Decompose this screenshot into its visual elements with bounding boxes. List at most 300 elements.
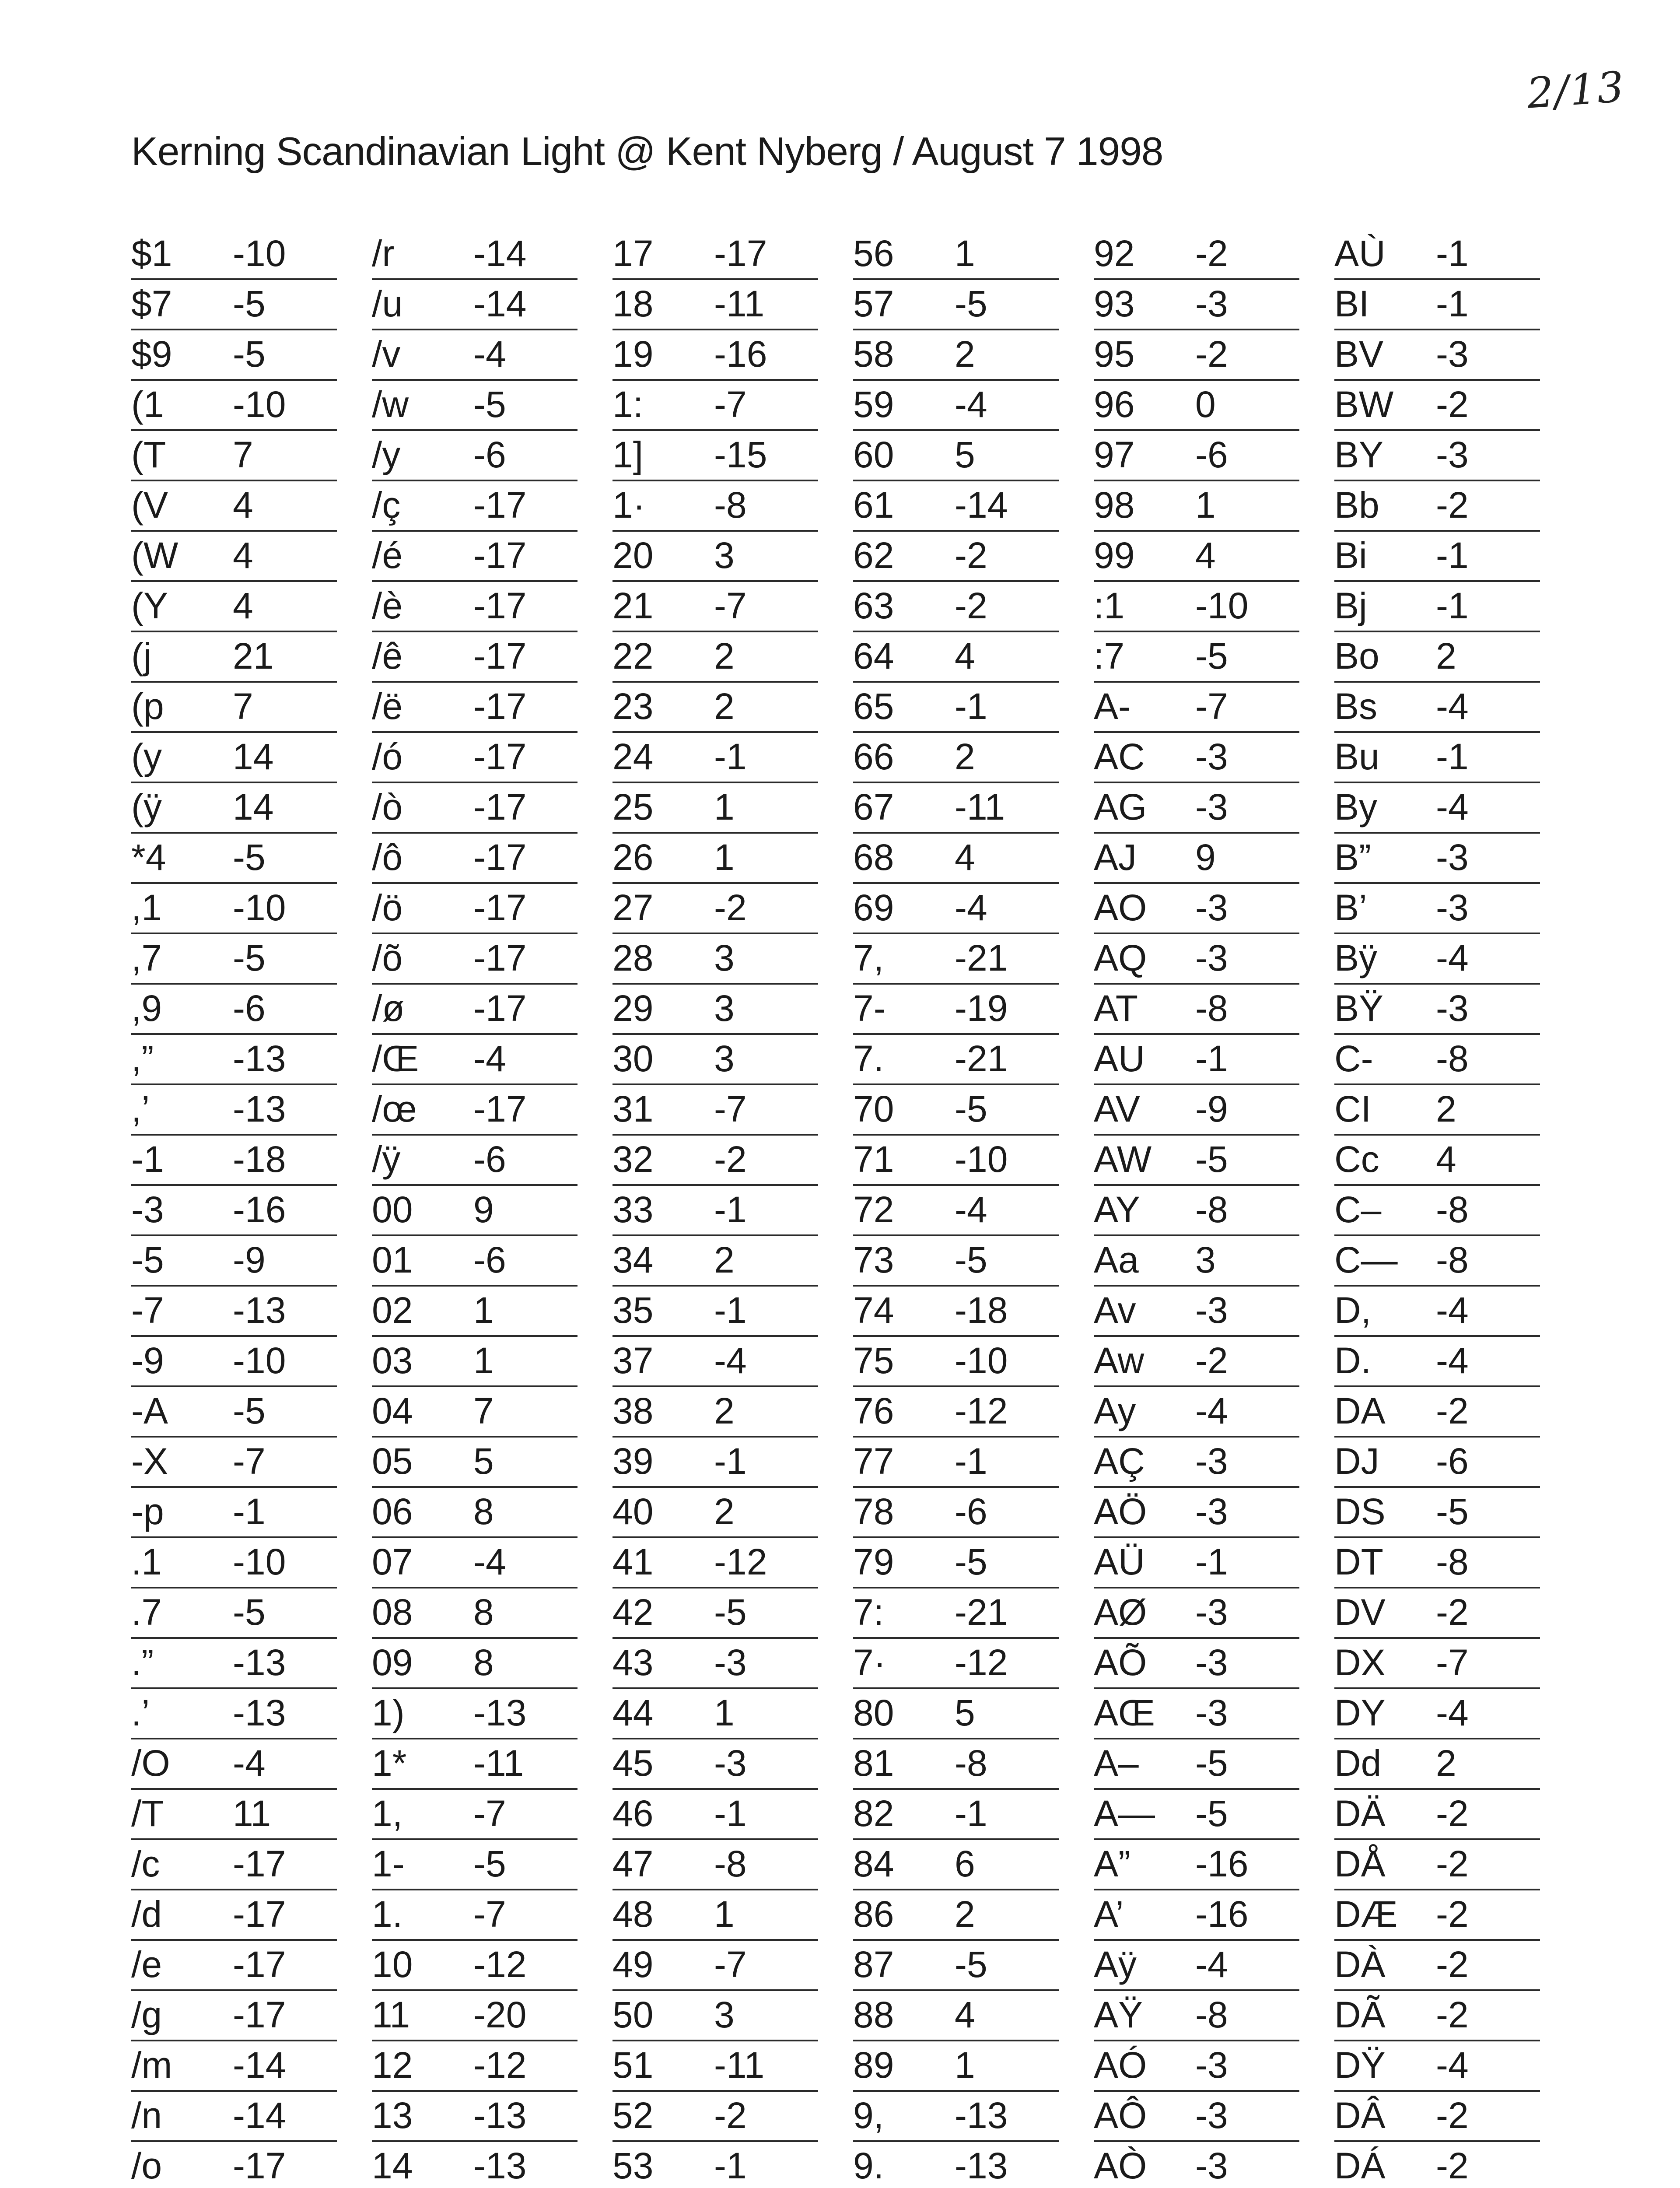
kerning-pair: (1 [131,384,164,425]
kerning-value: -13 [955,2095,1008,2136]
kerning-pair: 86 [853,1893,894,1935]
kerning-value: -3 [1195,937,1228,978]
kerning-value: -3 [1195,2145,1228,2186]
kerning-row [612,1488,818,1538]
kerning-pair: 26 [612,837,654,878]
kerning-value: -4 [1436,937,1469,978]
kerning-value: -7 [473,1793,506,1834]
kerning-row [1334,1790,1540,1840]
kerning-value: -1 [714,736,747,777]
kerning-value: -12 [473,1944,527,1985]
kerning-pair: 1* [372,1743,407,1784]
kerning-pair: -A [131,1390,168,1431]
kerning-row [853,1236,1059,1287]
kerning-value: -4 [1436,2044,1469,2086]
kerning-value: 8 [473,1592,494,1633]
kerning-row [1334,2092,1540,2142]
kerning-pair: 78 [853,1491,894,1532]
kerning-value: -5 [955,1541,987,1582]
kerning-row [372,1287,578,1337]
kerning-value: -17 [473,736,527,777]
kerning-value: -20 [473,1994,527,2035]
kerning-value: 8 [473,1491,494,1532]
kerning-value: 4 [233,585,253,626]
kerning-pair: Bs [1334,686,1378,727]
kerning-pair: C— [1334,1239,1398,1280]
kerning-pair: 79 [853,1541,894,1582]
kerning-value: -3 [1195,786,1228,828]
kerning-value: -10 [233,1340,286,1381]
kerning-row [372,683,578,733]
kerning-row [372,1790,578,1840]
kerning-pair: 96 [1094,384,1135,425]
kerning-pair: 61 [853,484,894,526]
kerning-pair: /Œ [372,1038,419,1079]
kerning-row [853,230,1059,280]
kerning-value: -8 [1436,1189,1469,1230]
kerning-pair: AŒ [1094,1692,1155,1733]
kerning-row [853,1941,1059,1991]
kerning-value: -5 [955,1944,987,1985]
kerning-row [612,1035,818,1085]
kerning-pair: 1] [612,434,644,475]
kerning-pair: $9 [131,333,172,375]
kerning-row [372,1890,578,1941]
kerning-pair: 69 [853,887,894,928]
kerning-row [853,1035,1059,1085]
kerning-pair: 9, [853,2095,884,2136]
kerning-value: -3 [1195,2044,1228,2086]
kerning-pair: 29 [612,988,654,1029]
kerning-row [1094,280,1299,330]
kerning-row [131,582,337,632]
kerning-row [612,1538,818,1588]
kerning-value: -2 [1436,1793,1469,1834]
kerning-value: -8 [1195,1994,1228,2035]
kerning-row [853,431,1059,481]
kerning-value: -21 [955,1038,1008,1079]
kerning-pair: 7. [853,1038,884,1079]
kerning-row [853,532,1059,582]
kerning-pair: 22 [612,635,654,677]
kerning-row [1334,2142,1540,2188]
kerning-value: -19 [955,988,1008,1029]
kerning-pair: /e [131,1944,162,1985]
kerning-value: -1 [714,1441,747,1482]
kerning-value: 2 [714,635,735,677]
kerning-pair: AÔ [1094,2095,1147,2136]
kerning-row [1334,1085,1540,1136]
kerning-pair: 28 [612,937,654,978]
kerning-row [131,1790,337,1840]
kerning-pair: 00 [372,1189,413,1230]
kerning-value: -14 [233,2095,286,2136]
kerning-value: -2 [1436,384,1469,425]
kerning-pair: /è [372,585,403,626]
kerning-row [612,431,818,481]
kerning-row [853,632,1059,683]
kerning-row [853,280,1059,330]
kerning-pair: 7· [853,1642,886,1683]
kerning-row [131,834,337,884]
kerning-value: -1 [1195,1038,1228,1079]
kerning-value: 9 [1195,837,1216,878]
kerning-row [372,1991,578,2041]
kerning-pair: (j [131,635,152,677]
kerning-value: -1 [1436,283,1469,324]
kerning-value: -14 [473,233,527,274]
kerning-pair: /n [131,2095,162,2136]
kerning-pair: AV [1094,1088,1140,1129]
kerning-pair: -9 [131,1340,164,1381]
kerning-value: -3 [1195,1692,1228,1733]
kerning-pair: ,’ [131,1088,150,1129]
kerning-row [372,1588,578,1639]
kerning-pair: $7 [131,283,172,324]
kerning-pair: 41 [612,1541,654,1582]
kerning-value: 1 [1195,484,1216,526]
kerning-pair: 19 [612,333,654,375]
kerning-pair: .’ [131,1692,150,1733]
kerning-row [372,884,578,934]
kerning-pair: Bb [1334,484,1379,526]
kerning-pair: 57 [853,283,894,324]
kerning-row [853,481,1059,532]
kerning-pair: DA [1334,1390,1386,1431]
kerning-row [1094,1337,1299,1387]
kerning-value: -3 [714,1743,747,1784]
kerning-pair: 75 [853,1340,894,1381]
kerning-row [1094,834,1299,884]
kerning-row [612,934,818,985]
kerning-value: -17 [233,1944,286,1985]
kerning-pair: $1 [131,233,172,274]
kerning-pair: BW [1334,384,1394,425]
kerning-value: 5 [473,1441,494,1482]
kerning-pair: BI [1334,283,1369,324]
kerning-pair: AC [1094,736,1145,777]
kerning-row [1334,1991,1540,2041]
kerning-column-3 [612,230,853,2188]
kerning-row [372,834,578,884]
kerning-row [131,1941,337,1991]
kerning-value: -13 [233,1642,286,1683]
kerning-value: -12 [714,1541,767,1582]
kerning-row [372,1035,578,1085]
kerning-row [131,1387,337,1438]
kerning-row [131,2142,337,2188]
kerning-value: -4 [1195,1944,1228,1985]
kerning-row [1334,1236,1540,1287]
kerning-value: -17 [714,233,767,274]
kerning-value: 8 [473,1642,494,1683]
kerning-row [1094,2092,1299,2142]
kerning-value: -2 [955,535,987,576]
kerning-pair: AØ [1094,1592,1147,1633]
kerning-value: 1 [473,1340,494,1381]
kerning-row [372,1186,578,1236]
kerning-value: -6 [473,1239,506,1280]
kerning-pair: 47 [612,1843,654,1884]
kerning-row [1334,1890,1540,1941]
kerning-value: -8 [1436,1541,1469,1582]
kerning-value: -5 [473,384,506,425]
kerning-value: 2 [714,1491,735,1532]
kerning-pair: (W [131,535,178,576]
kerning-value: -3 [1195,1290,1228,1331]
kerning-value: -2 [1436,1592,1469,1633]
kerning-row [612,783,818,834]
kerning-row [372,733,578,783]
kerning-pair: 43 [612,1642,654,1683]
kerning-pair: ,7 [131,937,162,978]
kerning-row [612,1639,818,1689]
kerning-value: -17 [233,2145,286,2186]
kerning-pair: 71 [853,1139,894,1180]
kerning-value: -5 [1195,1139,1228,1180]
kerning-pair: /T [131,1793,164,1834]
kerning-value: -16 [1195,1893,1249,1935]
kerning-row [612,1588,818,1639]
kerning-pair: Dd [1334,1743,1382,1784]
kerning-value: -7 [473,1893,506,1935]
kerning-row [853,1790,1059,1840]
kerning-row [372,1438,578,1488]
kerning-row [1094,330,1299,381]
kerning-value: -2 [714,1139,747,1180]
kerning-row [1334,783,1540,834]
kerning-row [853,1991,1059,2041]
kerning-value: 3 [714,988,735,1029]
kerning-row [131,733,337,783]
kerning-pair: 14 [372,2145,413,2186]
kerning-row [1334,1035,1540,1085]
kerning-value: -14 [233,2044,286,2086]
kerning-value: -2 [1195,1340,1228,1381]
kerning-pair: A— [1094,1793,1155,1834]
kerning-row [612,1991,818,2041]
kerning-pair: 38 [612,1390,654,1431]
kerning-value: -6 [1195,434,1228,475]
kerning-pair: DÃ [1334,1994,1386,2035]
kerning-value: -8 [1436,1239,1469,1280]
kerning-pair: 70 [853,1088,894,1129]
kerning-value: -17 [233,1843,286,1884]
kerning-row [1094,632,1299,683]
kerning-pair: A’ [1094,1893,1124,1935]
kerning-pair: /œ [372,1088,417,1129]
kerning-row [612,1941,818,1991]
kerning-column-4 [853,230,1094,2188]
kerning-row [612,1236,818,1287]
kerning-row [1094,783,1299,834]
kerning-pair: 87 [853,1944,894,1985]
kerning-row [372,1136,578,1186]
kerning-value: -17 [473,635,527,677]
kerning-value: -5 [233,1592,266,1633]
kerning-row [1094,1085,1299,1136]
kerning-value: -17 [473,937,527,978]
kerning-pair: 82 [853,1793,894,1834]
kerning-value: 21 [233,635,274,677]
kerning-pair: DV [1334,1592,1386,1633]
kerning-value: 7 [233,434,253,475]
kerning-row [1334,582,1540,632]
kerning-row [372,934,578,985]
kerning-row [1094,934,1299,985]
kerning-row [131,481,337,532]
kerning-row [1334,1639,1540,1689]
kerning-value: -21 [955,937,1008,978]
kerning-pair: 07 [372,1541,413,1582]
kerning-value: -6 [233,988,266,1029]
kerning-pair: 46 [612,1793,654,1834]
kerning-value: 4 [233,484,253,526]
kerning-value: -13 [233,1692,286,1733]
kerning-value: -5 [1195,635,1228,677]
kerning-row [131,230,337,280]
kerning-pair: 99 [1094,535,1135,576]
kerning-row [1094,1840,1299,1890]
kerning-row [1094,1136,1299,1186]
kerning-row [612,1287,818,1337]
kerning-row [131,632,337,683]
kerning-row [612,1890,818,1941]
kerning-row [372,1639,578,1689]
kerning-pair: /ë [372,686,403,727]
kerning-value: 1 [714,1692,735,1733]
kerning-row [131,330,337,381]
kerning-row [853,330,1059,381]
kerning-row [612,1136,818,1186]
kerning-pair: Bi [1334,535,1367,576]
kerning-pair: /ø [372,988,405,1029]
kerning-pair: 25 [612,786,654,828]
kerning-pair: 1) [372,1692,405,1733]
kerning-value: -15 [714,434,767,475]
kerning-value: -18 [233,1139,286,1180]
kerning-row [1094,1438,1299,1488]
kerning-value: -3 [1195,1491,1228,1532]
kerning-row [1334,1689,1540,1739]
kerning-pair: 89 [853,2044,894,2086]
kerning-pair: 7: [853,1592,884,1633]
kerning-pair: 06 [372,1491,413,1532]
kerning-value: -3 [1195,283,1228,324]
kerning-column-5 [1094,230,1334,2188]
kerning-value: -2 [955,585,987,626]
kerning-pair: 88 [853,1994,894,2035]
kerning-pair: 12 [372,2044,413,2086]
kerning-pair: 01 [372,1239,413,1280]
kerning-pair: AÇ [1094,1441,1145,1482]
kerning-value: -14 [955,484,1008,526]
kerning-value: -3 [1195,1441,1228,1482]
kerning-pair: 62 [853,535,894,576]
kerning-pair: 03 [372,1340,413,1381]
kerning-pair: /ê [372,635,403,677]
kerning-row [612,381,818,431]
kerning-pair: BŸ [1334,988,1384,1029]
kerning-value: -5 [233,937,266,978]
kerning-value: -5 [955,283,987,324]
kerning-row [1094,884,1299,934]
kerning-row [612,532,818,582]
kerning-pair: (ÿ [131,786,162,828]
document-title: Kerning Scandinavian Light @ Kent Nyberg / August 7 1998 [131,130,1163,174]
kerning-pair: D, [1334,1290,1371,1331]
kerning-value: 7 [233,686,253,727]
kerning-pair: Aw [1094,1340,1144,1381]
kerning-row [1094,1639,1299,1689]
kerning-value: -1 [714,1793,747,1834]
kerning-row [612,985,818,1035]
kerning-pair: /ó [372,736,403,777]
kerning-pair: 53 [612,2145,654,2186]
kerning-row [372,532,578,582]
kerning-value: -3 [1436,988,1469,1029]
kerning-pair: /m [131,2044,172,2086]
kerning-value: 1 [714,837,735,878]
kerning-pair: 80 [853,1692,894,1733]
kerning-row [131,934,337,985]
kerning-value: -4 [1436,1692,1469,1733]
kerning-pair: 58 [853,333,894,375]
kerning-value: -2 [714,2095,747,2136]
kerning-value: -10 [233,233,286,274]
kerning-value: -17 [233,1893,286,1935]
kerning-pair: Bo [1334,635,1379,677]
kerning-row [1334,481,1540,532]
kerning-row [1334,532,1540,582]
kerning-value: 5 [955,1692,975,1733]
kerning-row [1094,1488,1299,1538]
kerning-pair: 10 [372,1944,413,1985]
kerning-row [372,431,578,481]
kerning-value: -17 [473,484,527,526]
kerning-row [131,1438,337,1488]
kerning-row [1094,1790,1299,1840]
kerning-pair: /ö [372,887,403,928]
kerning-row [1094,1941,1299,1991]
kerning-value: -3 [1195,736,1228,777]
kerning-value: -17 [473,535,527,576]
kerning-pair: BV [1334,333,1384,375]
kerning-pair: AY [1094,1189,1140,1230]
kerning-pair: .7 [131,1592,162,1633]
kerning-row [1094,2142,1299,2188]
kerning-row [1094,1236,1299,1287]
kerning-value: -17 [473,837,527,878]
kerning-row [1094,1035,1299,1085]
kerning-row [1094,1538,1299,1588]
kerning-row [131,1991,337,2041]
kerning-value: -12 [473,2044,527,2086]
kerning-row [131,381,337,431]
kerning-row [131,1588,337,1639]
kerning-value: -4 [473,1038,506,1079]
kerning-pair: 09 [372,1642,413,1683]
kerning-value: -6 [473,1139,506,1180]
kerning-value: -4 [1436,686,1469,727]
kerning-row [1334,1337,1540,1387]
kerning-pair: *4 [131,837,166,878]
kerning-row [372,1739,578,1790]
kerning-row [1334,431,1540,481]
kerning-row [1334,1136,1540,1186]
kerning-value: -4 [1195,1390,1228,1431]
kerning-value: -2 [1436,1944,1469,1985]
